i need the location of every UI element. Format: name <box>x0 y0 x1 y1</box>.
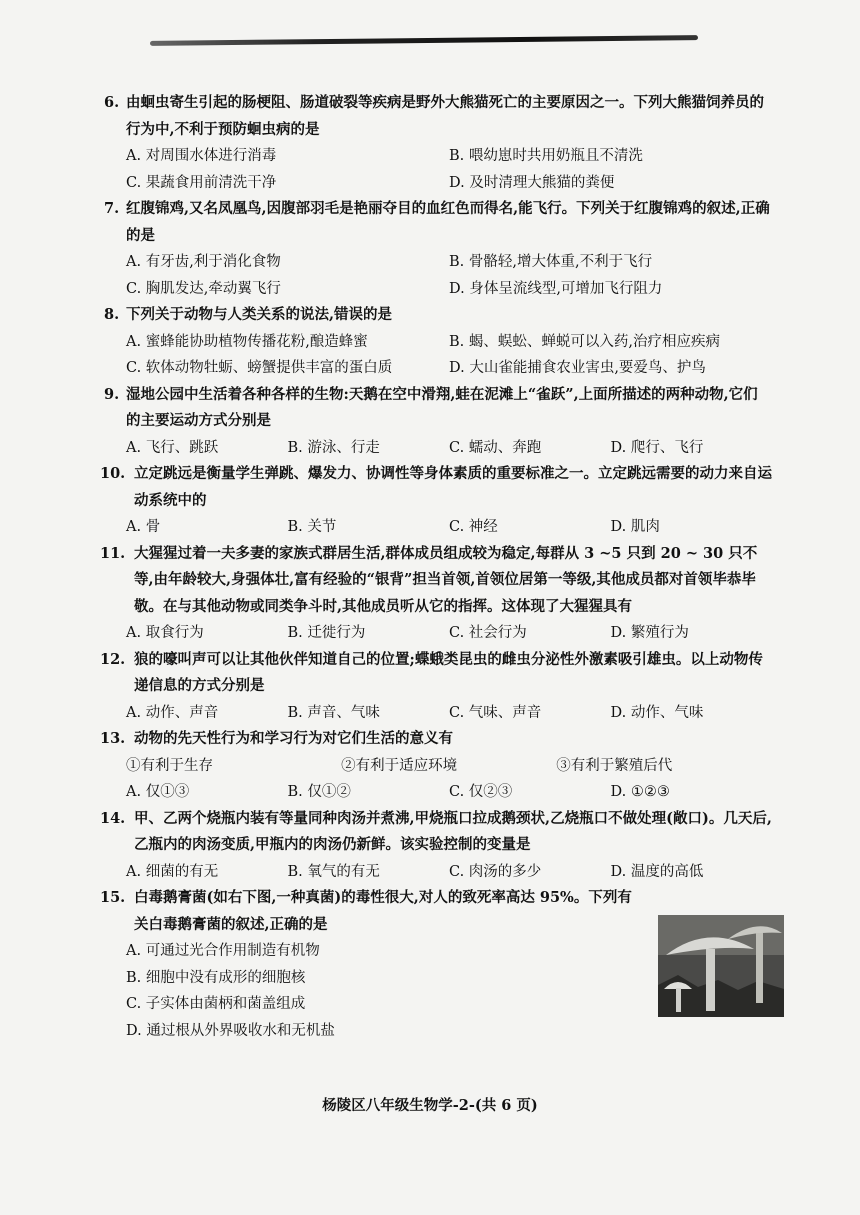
question-number: 6. <box>104 94 120 111</box>
option-d: D. 及时清理大熊猫的粪便 <box>449 174 615 191</box>
question-stem: 湿地公园中生活着各种各样的生物:天鹅在空中滑翔,蛙在泥滩上“雀跃”,上面所描述的两种动物,它们的主要运动方式分别是 <box>126 385 758 429</box>
statement-2: ②有利于适应环境 <box>341 757 458 774</box>
option-a: A. 蜜蜂能协助植物传播花粉,酿造蜂蜜 <box>126 333 368 350</box>
question-stem: 动物的先天性行为和学习行为对它们生活的意义有 <box>134 730 453 747</box>
question-list <box>100 90 772 1044</box>
option-a: A. 取食行为 <box>126 625 204 641</box>
header-rule <box>150 35 698 46</box>
option-c: C. 气味、声音 <box>449 704 542 721</box>
statement-1: ①有利于生存 <box>126 757 213 774</box>
question-12 <box>100 647 772 727</box>
question-number: 12. <box>100 650 126 668</box>
question-number: 14. <box>100 809 126 827</box>
question-number: 13. <box>100 730 126 747</box>
question-stem: 立定跳远是衡量学生弹跳、爆发力、协调性等身体素质的重要标准之一。立定跳远需要的动力来自运动系统中的 <box>134 465 772 509</box>
question-number: 11. <box>100 544 126 562</box>
option-c: C. 软体动物牡蛎、螃蟹提供丰富的蛋白质 <box>126 360 393 376</box>
option-a: A. 动作、声音 <box>126 704 219 721</box>
question-stem: 甲、乙两个烧瓶内装有等量同种肉汤并煮沸,甲烧瓶口拉成鹅颈状,乙烧瓶口不做处理(敞口)。几天后,乙瓶内的肉汤变质,甲瓶内的肉汤仍新鲜。该实验控制的变量是 <box>134 809 772 853</box>
option-b: B. 喂幼崽时共用奶瓶且不清洗 <box>449 148 643 164</box>
option-d: D. 大山雀能捕食农业害虫,要爱鸟、护鸟 <box>449 360 706 376</box>
question-number: 15. <box>100 889 126 906</box>
option-a: A. 可通过光合作用制造有机物 <box>126 943 320 959</box>
option-d: D. 繁殖行为 <box>610 625 689 641</box>
option-b: B. 迁徙行为 <box>287 625 366 641</box>
question-6 <box>104 90 772 196</box>
option-b: B. 游泳、行走 <box>287 439 380 456</box>
question-15 <box>100 885 772 1044</box>
mushroom-photo <box>658 915 784 1017</box>
option-a: A. 对周围水体进行消毒 <box>126 148 277 164</box>
option-b: B. 仅①② <box>287 784 351 800</box>
option-c: C. 仅②③ <box>449 784 513 800</box>
option-c: C. 蠕动、奔跑 <box>449 439 542 456</box>
question-stem: 下列关于动物与人类关系的说法,错误的是 <box>126 306 393 323</box>
question-11 <box>100 541 772 647</box>
option-c: C. 胸肌发达,牵动翼飞行 <box>126 280 281 297</box>
option-b: B. 关节 <box>287 519 337 535</box>
question-number: 8. <box>104 306 120 323</box>
question-stem: 白毒鹅膏菌(如右下图,一种真菌)的毒性很大,对人的致死率高达 95%。下列有关白毒鹅膏菌的叙述,正确的是 <box>134 889 632 933</box>
option-d: D. 肌肉 <box>610 519 660 535</box>
option-a: A. 飞行、跳跃 <box>126 439 219 456</box>
option-d: D. 身体呈流线型,可增加飞行阻力 <box>449 280 663 297</box>
option-a: A. 有牙齿,利于消化食物 <box>126 254 281 270</box>
option-d: D. ①②③ <box>610 784 670 800</box>
question-stem: 由蛔虫寄生引起的肠梗阻、肠道破裂等疾病是野外大熊猫死亡的主要原因之一。下列大熊猫饲养员的行为中,不利于预防蛔虫病的是 <box>126 94 764 138</box>
question-number: 7. <box>104 200 120 217</box>
question-14 <box>100 806 772 886</box>
question-13 <box>100 726 772 806</box>
question-stem: 红腹锦鸡,又名凤凰鸟,因腹部羽毛是艳丽夺目的血红色而得名,能飞行。下列关于红腹锦鸡的叙述,正确的是 <box>126 200 770 244</box>
option-a: A. 骨 <box>126 519 161 535</box>
question-7 <box>104 196 772 302</box>
page-footer: 杨陵区八年级生物学-2-(共 6 页) <box>322 1097 538 1114</box>
option-b: B. 细胞中没有成形的细胞核 <box>126 969 306 986</box>
option-d: D. 通过根从外界吸收水和无机盐 <box>126 1022 335 1039</box>
option-c: C. 果蔬食用前清洗干净 <box>126 174 277 191</box>
question-stem: 大猩猩过着一夫多妻的家族式群居生活,群体成员组成较为稳定,每群从 3 ~5 只到 20 ~ 30 只不等,由年龄较大,身强体壮,富有经验的“银背”担当首领,首领位居第一等级,其他成员都对首领毕恭毕敬。在与其他动物或同类争斗时,其他成员听从它的指挥。这体现了大猩猩具有 <box>134 544 758 615</box>
option-d: D. 温度的高低 <box>610 863 704 880</box>
option-b: B. 骨骼轻,增大体重,不利于飞行 <box>449 254 653 270</box>
option-b: B. 蝎、蜈蚣、蝉蜕可以入药,治疗相应疾病 <box>449 333 720 350</box>
option-d: D. 爬行、飞行 <box>610 439 704 456</box>
option-c: C. 肉汤的多少 <box>449 863 542 880</box>
question-number: 10. <box>100 465 126 482</box>
option-a: A. 细菌的有无 <box>126 863 219 880</box>
question-9 <box>104 382 772 462</box>
question-stem: 狼的嚎叫声可以让其他伙伴知道自己的位置;蝶蛾类昆虫的雌虫分泌性外激素吸引雄虫。以上动物传递信息的方式分别是 <box>134 650 763 694</box>
question-number: 9. <box>104 385 120 403</box>
option-b: B. 氧气的有无 <box>287 863 380 880</box>
option-c: C. 神经 <box>449 519 498 535</box>
question-8 <box>104 302 772 382</box>
option-d: D. 动作、气味 <box>610 704 704 721</box>
option-b: B. 声音、气味 <box>287 704 380 721</box>
option-c: C. 子实体由菌柄和菌盖组成 <box>126 996 306 1012</box>
option-c: C. 社会行为 <box>449 625 527 641</box>
question-10 <box>100 461 772 541</box>
option-a: A. 仅①③ <box>126 784 190 800</box>
statement-3: ③有利于繁殖后代 <box>556 757 673 774</box>
